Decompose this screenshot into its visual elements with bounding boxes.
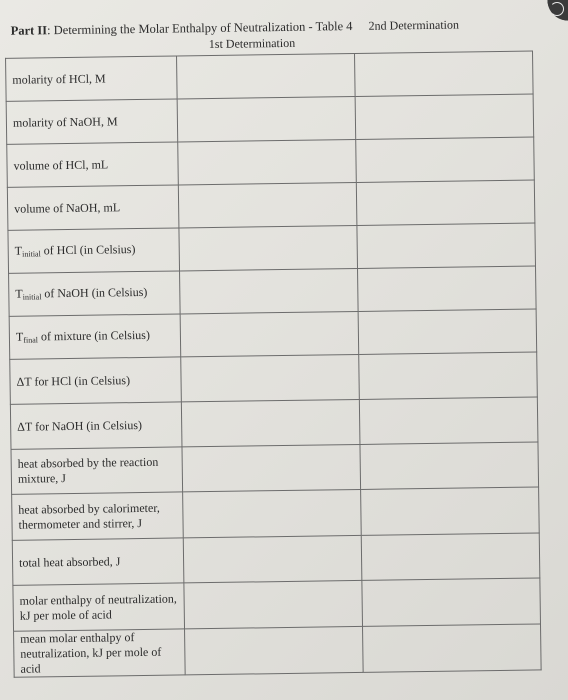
second-determination-cell[interactable]	[359, 397, 538, 444]
data-table	[5, 50, 542, 677]
first-determination-cell[interactable]	[178, 139, 357, 184]
second-determination-cell[interactable]	[356, 137, 535, 182]
temperature-subscript: final	[23, 335, 39, 345]
temperature-subscript: initial	[22, 292, 42, 302]
table-row	[10, 352, 538, 404]
row-label: mean molar enthalpy of neutralization, kJ per mole of acid	[14, 629, 185, 677]
table-row	[12, 533, 540, 585]
first-determination-cell[interactable]	[180, 311, 359, 356]
temperature-symbol: T	[15, 286, 23, 301]
table-row	[13, 578, 541, 631]
second-determination-cell[interactable]	[356, 180, 535, 225]
first-determination-cell[interactable]	[184, 580, 363, 628]
row-label: molarity of NaOH, M	[6, 99, 177, 144]
row-label: molar enthalpy of neutralization, kJ per mole of acid	[13, 583, 184, 631]
column-header-first-determination: 1st Determination	[208, 35, 296, 52]
table-row	[12, 487, 540, 540]
column-header-second-determination: 2nd Determination	[368, 17, 460, 33]
table-row	[7, 137, 535, 187]
second-determination-cell[interactable]	[362, 624, 541, 672]
second-determination-cell[interactable]	[360, 442, 539, 489]
table-row	[14, 624, 542, 677]
row-label-tail: of mixture (in Celsius)	[37, 327, 151, 344]
table-title	[11, 19, 353, 39]
first-determination-cell[interactable]	[184, 626, 363, 674]
part-label: Part II	[10, 23, 48, 38]
second-determination-cell[interactable]	[361, 487, 540, 535]
table-row	[8, 223, 536, 273]
temperature-symbol: T	[14, 243, 23, 258]
row-label: total heat absorbed, J	[12, 538, 183, 585]
row-label: volume of HCl, mL	[7, 142, 178, 187]
row-label: ΔT for HCl (in Celsius)	[10, 357, 181, 404]
row-label: molarity of HCl, M	[6, 56, 177, 101]
first-determination-cell[interactable]	[181, 354, 360, 401]
table-row	[10, 397, 538, 449]
second-determination-cell[interactable]	[362, 578, 541, 626]
second-determination-cell[interactable]	[357, 266, 536, 311]
temperature-subscript: initial	[22, 249, 41, 259]
table-row	[6, 51, 534, 101]
row-label	[8, 228, 179, 273]
row-label	[9, 271, 180, 316]
temperature-symbol: T	[15, 329, 24, 344]
first-determination-cell[interactable]	[179, 225, 358, 270]
second-determination-cell[interactable]	[358, 309, 537, 354]
first-determination-cell[interactable]	[182, 489, 361, 537]
table-row	[6, 94, 534, 144]
first-determination-cell[interactable]	[178, 182, 357, 227]
second-determination-cell[interactable]	[357, 223, 536, 268]
first-determination-cell[interactable]	[179, 268, 358, 313]
table-row	[11, 442, 539, 494]
first-determination-cell[interactable]	[182, 444, 361, 491]
row-label-tail: of NaOH (in Celsius)	[41, 284, 148, 301]
table-row	[9, 266, 537, 316]
row-label	[9, 314, 180, 359]
row-label: volume of NaOH, mL	[7, 185, 178, 230]
table-row	[7, 180, 535, 230]
second-determination-cell[interactable]	[354, 51, 533, 96]
first-determination-cell[interactable]	[183, 535, 362, 582]
row-label-tail: of HCl (in Celsius)	[40, 242, 136, 258]
table-row	[9, 309, 537, 359]
title-text: : Determining the Molar Enthalpy of Neutralization - Table 4	[47, 19, 353, 38]
second-determination-cell[interactable]	[355, 94, 534, 139]
first-determination-cell[interactable]	[181, 399, 360, 446]
second-determination-cell[interactable]	[359, 352, 538, 399]
second-determination-cell[interactable]	[361, 533, 540, 580]
row-label: heat absorbed by calorimeter, thermometer and stirrer, J	[12, 492, 183, 540]
row-label: heat absorbed by the reaction mixture, J	[11, 447, 182, 494]
row-label: ΔT for NaOH (in Celsius)	[10, 402, 181, 449]
first-determination-cell[interactable]	[176, 53, 355, 98]
first-determination-cell[interactable]	[177, 96, 356, 141]
